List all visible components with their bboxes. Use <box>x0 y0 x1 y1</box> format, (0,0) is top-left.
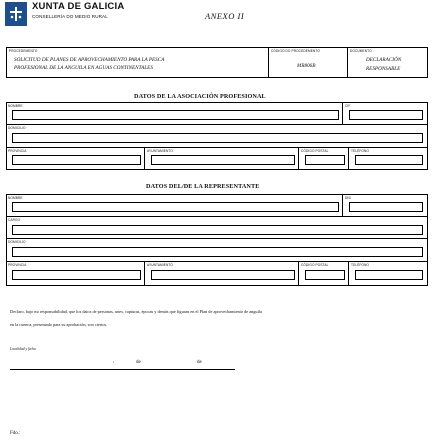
representative-name-label: NOMBRE <box>8 196 23 200</box>
procedure-title-line2: PROFESIONAL DE LA ANGUILA EN AGUAS CONTINENTALES <box>14 65 153 71</box>
association-name-label: NOMBRE <box>8 104 23 108</box>
association-cif-field[interactable] <box>349 110 423 120</box>
declaration-line2: en la cuenca, presentado para su aprobación, son ciertos. <box>10 322 108 327</box>
representative-postal-field[interactable] <box>305 270 345 280</box>
xunta-logo <box>5 2 27 26</box>
association-postal-field[interactable] <box>305 155 345 165</box>
procedure-title-line1: SOLICITUD DE PLANES DE APROVECHAMIENTO PARA LA PESCA <box>14 57 165 63</box>
representative-dni-field[interactable] <box>349 202 423 212</box>
procedure-label: PROCEDEMENTO <box>9 49 38 53</box>
representative-address-label: DOMICILIO <box>8 240 26 244</box>
association-phone-label: TELÉFONO <box>351 149 369 153</box>
org-department: CONSELLERÍA DO MEDIO RURAL <box>32 14 108 19</box>
association-cif-label: CIF <box>345 104 351 108</box>
representative-dni-label: DNI <box>345 196 351 200</box>
representative-position-field[interactable] <box>12 225 423 235</box>
declaration-line1: Declaro, bajo mi responsabilidad, que los datos de personas, artes, capturas, épocas y demás que figuran en el Plan de aprovechamiento de anguila <box>10 309 262 314</box>
representative-phone-label: TELÉFONO <box>351 263 369 267</box>
procedure-code-label: CÓDIGO DO PROCEDEMENTO <box>271 49 320 53</box>
association-address-label: DOMICILIO <box>8 126 26 130</box>
association-province-label: PROVINCIA <box>8 149 27 153</box>
place-date-label: Localidad y fecha <box>10 347 36 351</box>
association-phone-field[interactable] <box>355 155 423 165</box>
org-name: XUNTA DE GALICIA <box>32 1 125 12</box>
association-province-field[interactable] <box>12 155 141 165</box>
representative-name-field[interactable] <box>12 202 339 212</box>
association-address-field[interactable] <box>12 133 423 143</box>
association-name-field[interactable] <box>12 110 339 120</box>
association-council-label: AYUNTAMIENTO <box>147 149 173 153</box>
representative-province-field[interactable] <box>12 270 141 280</box>
representative-section-title: DATOS DEL/DE LA REPRESENTANTE <box>146 183 260 190</box>
representative-postal-label: CÓDIGO POSTAL <box>301 263 329 267</box>
document-type-line2: RESPONSABLE <box>366 66 401 72</box>
association-section-title: DATOS DE LA ASOCIACIÓN PROFESIONAL <box>134 93 266 100</box>
place-comma: , <box>113 359 115 364</box>
association-postal-label: CÓDIGO POSTAL <box>301 149 329 153</box>
date-de-2: de <box>197 360 202 365</box>
document-type-line1: DECLARACIÓN <box>366 57 402 63</box>
association-council-field[interactable] <box>151 155 295 165</box>
representative-province-label: PROVINCIA <box>8 263 27 267</box>
place-date-line[interactable] <box>10 369 235 370</box>
signature-label: Fdo.: <box>10 431 21 436</box>
document-label: DOCUMENTO <box>350 49 372 53</box>
procedure-code: MR806B <box>297 63 316 69</box>
representative-council-label: AYUNTAMIENTO <box>147 263 173 267</box>
representative-council-field[interactable] <box>151 270 295 280</box>
shield-icon <box>9 6 23 22</box>
annex-label: ANEXO II <box>205 11 245 21</box>
date-de-1: de <box>136 360 141 365</box>
representative-position-label: CARGO <box>8 218 21 222</box>
representative-address-field[interactable] <box>12 247 423 257</box>
representative-phone-field[interactable] <box>355 270 423 280</box>
